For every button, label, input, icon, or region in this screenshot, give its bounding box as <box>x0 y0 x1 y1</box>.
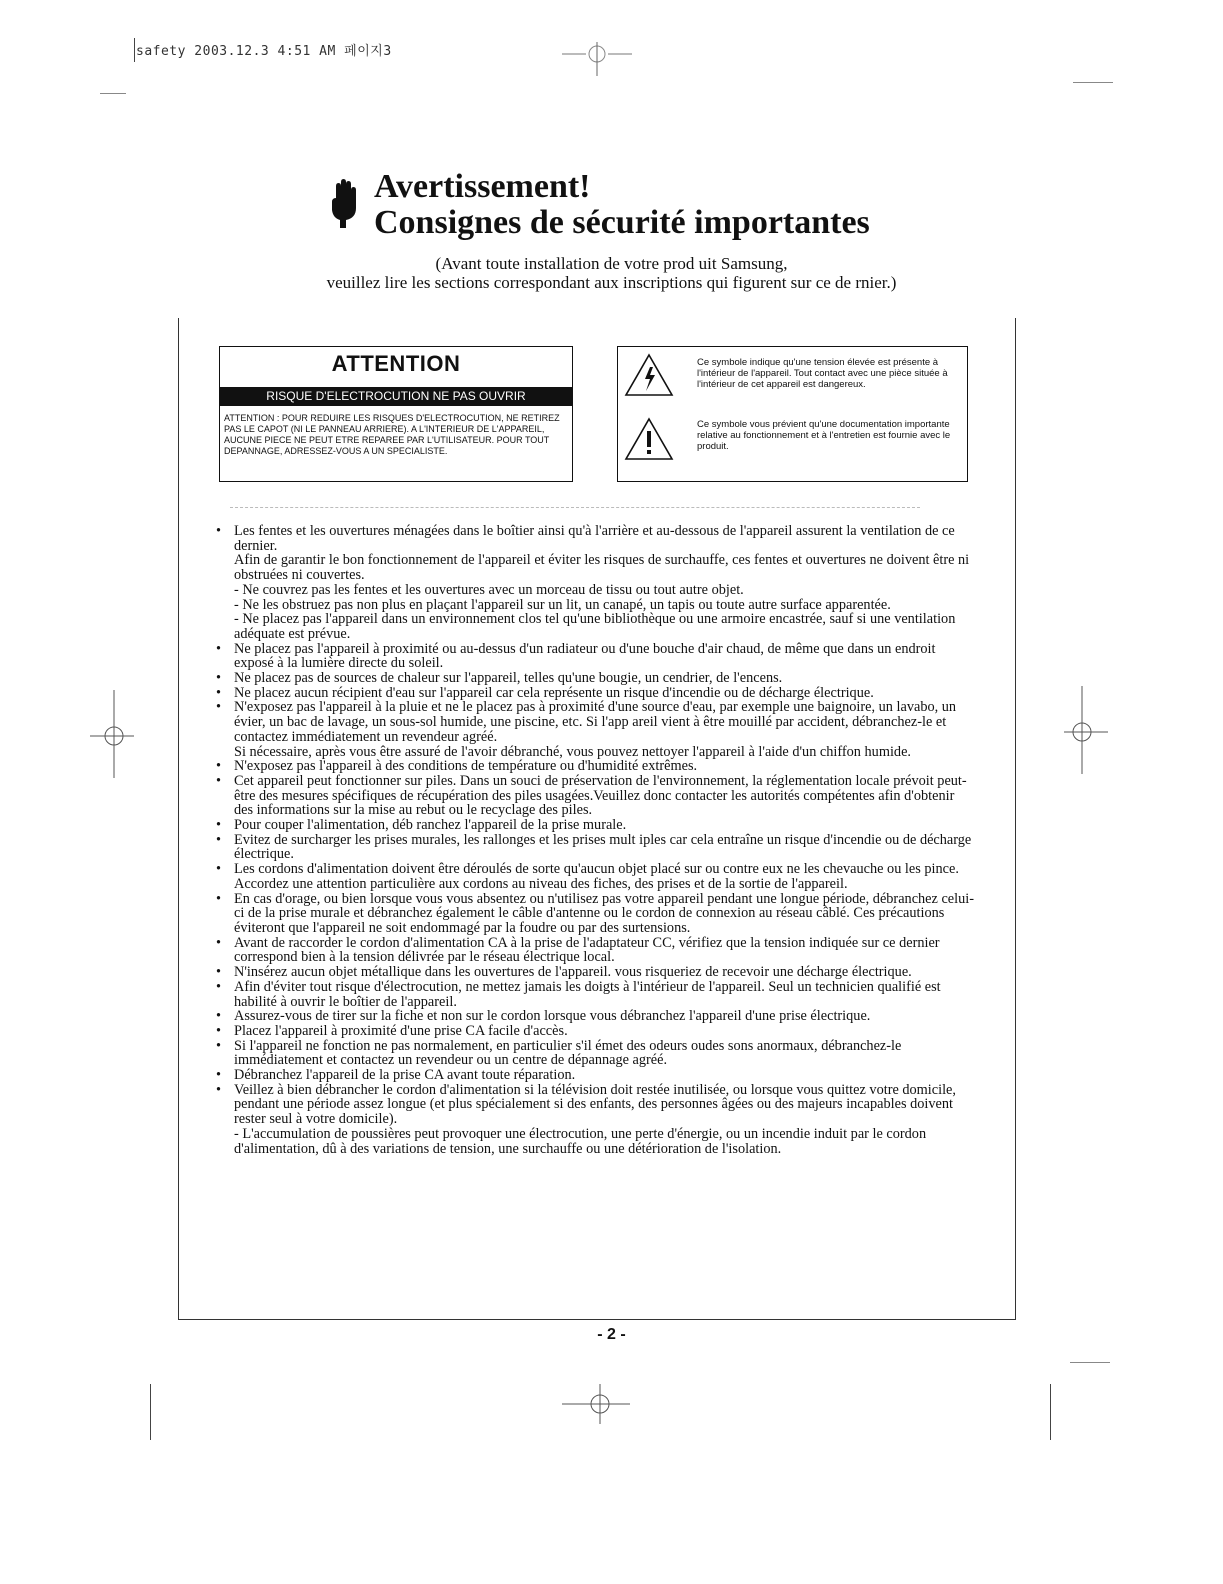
bullet: • <box>216 861 222 878</box>
list-item <box>216 1083 976 1157</box>
item-text: Cet appareil peut fonctionner sur piles. Dans un souci de préservation de l'environnement, la réglementation locale prévoit peut-être des mesures spécifiques de récupération des piles usagées.Veuillez donc contacter les autorités compétentes afin d'obtenir des informations sur la mise au rebut ou le recyclage des piles. <box>234 772 967 819</box>
list-item <box>216 1039 976 1068</box>
registration-mark-top <box>560 38 636 78</box>
bullet: • <box>216 934 222 951</box>
item-text: N'insérez aucun objet métallique dans les ouvertures de l'appareil. vous risqueriez de recevoir une décharge électrique. <box>234 964 912 981</box>
lightning-warning-icon <box>624 353 674 397</box>
item-text: Assurez-vous de tirer sur la fiche et non sur le cordon lorsque vous débranchez l'appareil d'une prise électrique. <box>234 1008 871 1025</box>
registration-mark-right <box>1060 686 1112 776</box>
crop-mark <box>1073 82 1113 83</box>
list-item <box>216 833 976 862</box>
list-item <box>216 980 976 1009</box>
bullet: • <box>216 772 222 789</box>
frame-left-rule <box>178 318 179 1320</box>
item-text: Afin d'éviter tout risque d'électrocution, ne mettez jamais les doigts à l'intérieur de l'appareil. Seul un technicien qualifié est habilité à ouvrir le boîtier de l'appareil. <box>234 978 941 1010</box>
bullet: • <box>216 758 222 775</box>
item-text: Avant de raccorder le cordon d'alimentation CA à la prise de l'adaptateur CC, vérifiez que la tension indiquée sur ce dernier correspond bien à la tension délivrée par le réseau électrique local. <box>234 934 940 966</box>
exclamation-warning-icon <box>624 417 674 461</box>
crop-mark <box>1070 1362 1110 1363</box>
bullet: • <box>216 817 222 834</box>
registration-mark-bottom <box>560 1382 640 1426</box>
lightning-symbol-text: Ce symbole indique qu'une tension élevée est présente à l'intérieur de l'appareil. Tout contact avec une pièce située à l'intérieur de cet appareil est dangereux. <box>697 357 948 390</box>
bullet: • <box>216 964 222 981</box>
item-text: Ne placez aucun récipient d'eau sur l'appareil car cela représente un risque d'incendie ou de décharge électrique. <box>234 684 874 701</box>
bullet: • <box>216 699 222 716</box>
item-text: Débranchez l'appareil de la prise CA avant toute réparation. <box>234 1067 576 1084</box>
item-text: En cas d'orage, ou bien lorsque vous vous absentez ou n'utilisez pas votre appareil pendant une longue période, débranchez celui-ci de la prise murale et débranchez également le câble d'antenne ou le cordon de connexion au réseau câblé. Ces précautions éviteront que l'appareil ne soit endommagé par la foudre ou par des surtensions. <box>234 890 974 936</box>
hand-warning-icon <box>330 176 358 228</box>
item-subtext: - Ne placez pas l'appareil dans un environnement clos tel qu'une bibliothèque ou une armoire encastrée, sauf si une ventilation adéquate est prévue. <box>234 611 956 642</box>
bullet: • <box>216 890 222 907</box>
item-text: Les cordons d'alimentation doivent être déroulés de sorte qu'aucun objet placé sur ou contre eux ne les chevauche ou les pince. Accordez une attention particulière aux cordons au niveau des fiches, des prises et de la sortie de l'appareil. <box>234 861 959 892</box>
page-number: - 2 - <box>597 1326 626 1343</box>
list-item <box>216 1024 976 1039</box>
bullet: • <box>216 831 222 848</box>
bullet: • <box>216 640 222 657</box>
attention-title: ATTENTION <box>331 351 461 376</box>
attention-body: ATTENTION : POUR REDUIRE LES RISQUES D'ELECTROCUTION, NE RETIREZ PAS LE CAPOT (NI LE PANNEAU ARRIERE). A L'INTERIEUR DE L'APPAREIL, AUCUNE PIECE NE PEUT ETRE REPAREE PAR L'UTILISATEUR. POUR TOUT DEPANNAGE, ADRESSEZ-VOUS A UN SPECIALISTE. <box>224 413 560 456</box>
page-title-line2: Consignes de sécurité importantes <box>374 204 870 241</box>
item-text: Ne placez pas l'appareil à proximité ou au-dessus d'un radiateur ou d'une bouche d'air chaud, de même que dans un endroit exposé à la lumière directe du soleil. <box>234 640 936 672</box>
bullet: • <box>216 978 222 995</box>
bullet: • <box>216 1067 222 1084</box>
list-item <box>216 686 976 701</box>
item-text: Ne placez pas de sources de chaleur sur l'appareil, telles qu'une bougie, un cendrier, de l'encens. <box>234 670 783 687</box>
item-text: Pour couper l'alimentation, déb ranchez l'appareil de la prise murale. <box>234 817 627 834</box>
list-item <box>216 774 976 818</box>
list-item <box>216 965 976 980</box>
safety-list <box>216 524 976 1156</box>
attention-warning-bar: RISQUE D'ELECTROCUTION NE PAS OUVRIR <box>220 387 572 406</box>
bullet: • <box>216 1081 222 1098</box>
frame-right-rule <box>1015 318 1016 1320</box>
item-text: Veillez à bien débrancher le cordon d'alimentation si la télévision doit restée inutilisée, ou lorsque vous quittez votre domicile, pendant une période assez longue (et plus spécialement si des enfants, des personnes âgées ou des majeurs incapables doivent rester seul à votre domicile). <box>234 1081 956 1128</box>
list-item <box>216 1009 976 1024</box>
bullet: • <box>216 1037 222 1054</box>
item-text: Les fentes et les ouvertures ménagées dans le boîtier ainsi qu'à l'arrière et au-dessous de l'appareil assurent la ventilation de ce dernier. <box>234 523 955 554</box>
item-text: Evitez de surcharger les prises murales, les rallonges et les prises mult iples car cela entraîne un risque d'incendie ou de décharge électrique. <box>234 831 972 863</box>
crop-mark <box>100 93 126 94</box>
list-item <box>216 759 976 774</box>
bullet: • <box>216 684 222 701</box>
bullet: • <box>216 523 222 539</box>
attention-box <box>219 346 573 482</box>
item-text: N'exposez pas l'appareil à la pluie et ne le placez pas à proximité d'une source d'eau, par exemple une baignoire, un lavabo, un évier, un bac de lavage, un sous-sol humide, une piscine, etc. Si l'app areil vient à être mouillé par accident, débranchez-le et contactez immédiatement un revendeur agréé. <box>234 699 957 745</box>
crop-mark <box>134 38 135 62</box>
list-item <box>216 642 976 671</box>
crop-mark <box>1050 1384 1051 1440</box>
bullet: • <box>216 670 222 687</box>
symbols-box <box>617 346 968 482</box>
item-text: Si l'appareil ne fonction ne pas normalement, en particulier s'il émet des odeurs oudes sons anormaux, débranchez-le immédiatement et contactez un revendeur ou un centre de dépannage agréé. <box>234 1037 902 1069</box>
item-subtext: - Ne les obstruez pas non plus en plaçant l'appareil sur un lit, un canapé, un tapis ou toute autre surface apparentée. <box>234 596 891 613</box>
list-item <box>216 892 976 936</box>
list-item <box>216 700 976 759</box>
item-subtext: - Ne couvrez pas les fentes et les ouvertures avec un morceau de tissu ou tout autre objet. <box>234 581 744 598</box>
page-title-line1: Avertissement! <box>374 168 591 205</box>
item-subtext: - L'accumulation de poussières peut provoquer une électrocution, une perte d'énergie, ou un incendie induit par le cordon d'alimentation, dû à des variations de tension, une surchauffe ou une détérioration de l'isolation. <box>234 1125 927 1157</box>
print-header-meta: safety 2003.12.3 4:51 AM 페이지3 <box>136 44 392 59</box>
dotted-separator <box>230 507 920 508</box>
list-item <box>216 671 976 686</box>
list-item <box>216 862 976 891</box>
list-item <box>216 524 976 642</box>
list-item <box>216 1068 976 1083</box>
subtitle-line2: veuillez lire les sections correspondant aux inscriptions qui figurent sur ce de rnier.) <box>326 273 897 292</box>
subtitle-line1: (Avant toute installation de votre prod uit Samsung, <box>435 254 788 273</box>
list-item <box>216 936 976 965</box>
safety-instructions <box>216 524 976 1156</box>
item-text: Si nécessaire, après vous être assuré de l'avoir débranché, vous pouvez nettoyer l'appareil à l'aide d'un chiffon humide. <box>234 743 911 760</box>
frame-bottom-rule <box>178 1319 1016 1320</box>
item-text: Placez l'appareil à proximité d'une prise CA facile d'accès. <box>234 1022 568 1039</box>
bullet: • <box>216 1008 222 1025</box>
crop-mark <box>150 1384 151 1440</box>
bullet: • <box>216 1022 222 1039</box>
registration-mark-left <box>86 690 138 780</box>
exclamation-symbol-text: Ce symbole vous prévient qu'une documentation importante relative au fonctionnement et à l'entretien est fournie avec le produit. <box>697 419 951 452</box>
item-text: N'exposez pas l'appareil à des conditions de température ou d'humidité extrêmes. <box>234 758 698 775</box>
item-text: Afin de garantir le bon fonctionnement de l'appareil et éviter les risques de surchauffe, ces fentes et ouvertures ne doivent être ni obstruées ni couvertes. <box>234 552 970 584</box>
list-item <box>216 818 976 833</box>
